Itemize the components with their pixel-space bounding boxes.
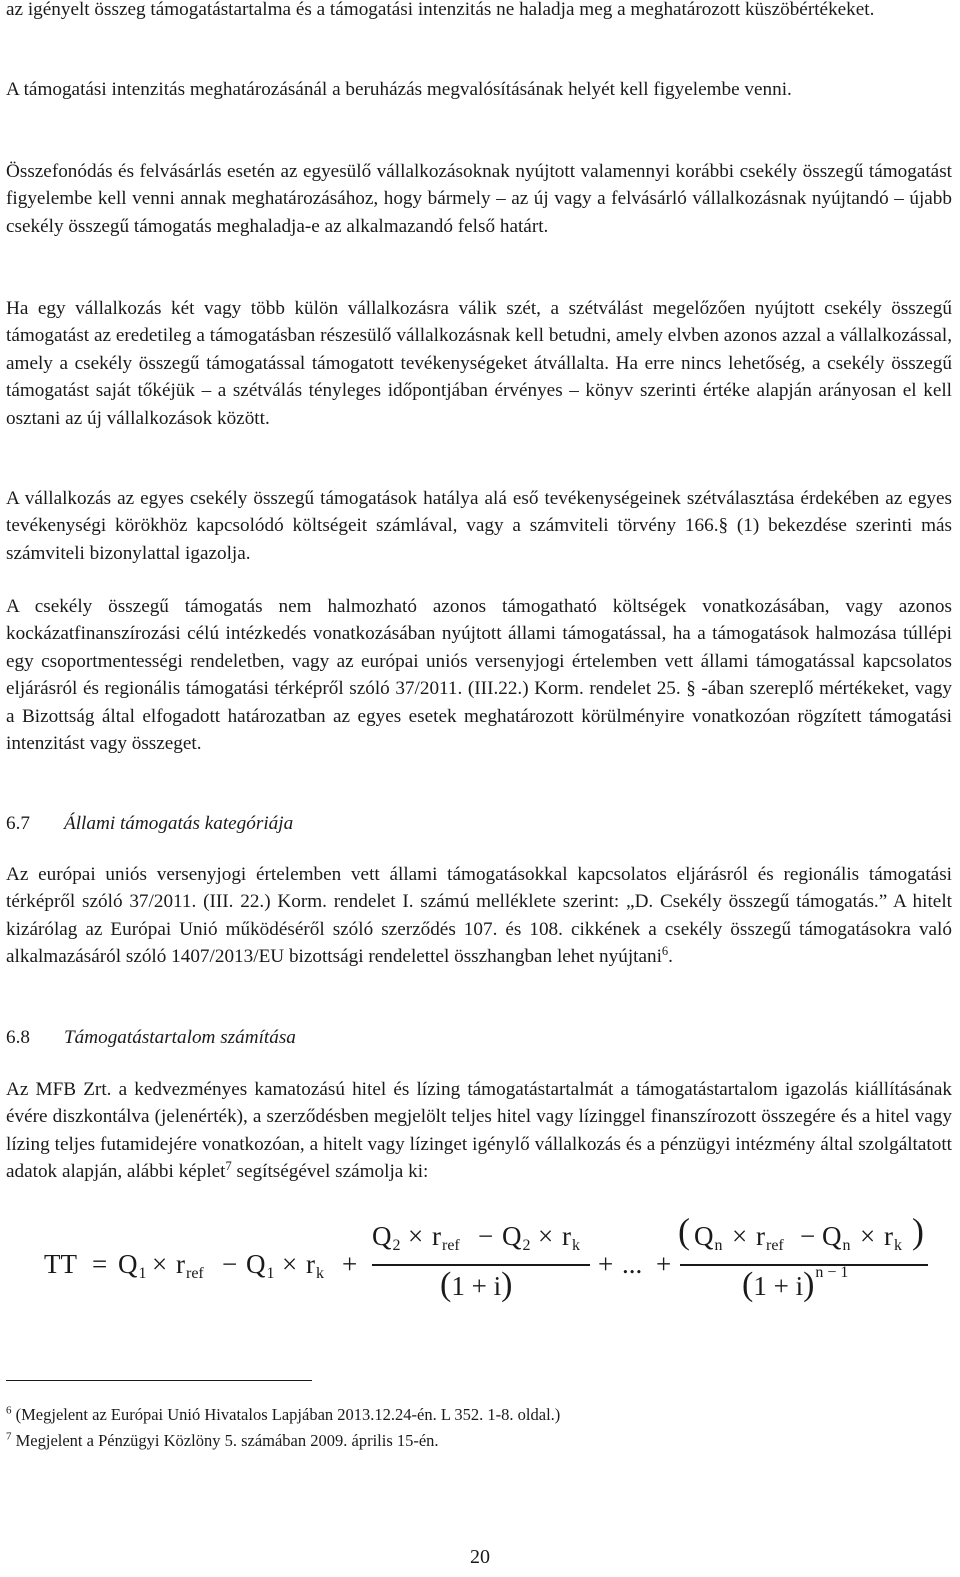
formula-term-n-numerator: Q n [694, 1221, 723, 1254]
footnote-separator [6, 1380, 312, 1381]
paragraph-split: Ha egy vállalkozás két vagy több külön vállalkozásra válik szét, a szétválást megelőzően nyújtott csekély összegű támogatást az eredetileg a támogatásban részesülő vállalkozásnak kell betudni, amely elvben azonos azzal a vállalkozással, amely a csekély összegű támogatással támogatott tevékenységeket átvállalta. Ha erre nincs lehetőség, a csekély összegű támogatást saját tőkéjük – a szétválás tényleges időpontjában érvényes – könyv szerinti értéke alapján arányosan el kell osztani az új vállalkozások között. [6, 298, 952, 429]
formula-equals: = [92, 1249, 108, 1279]
page-number: 20 [470, 1546, 490, 1568]
formula-term-1: Q 1 [118, 1249, 147, 1282]
footnote-ref-7: 7 [225, 1159, 232, 1174]
paragraph-merger: Összefonódás és felvásárlás esetén az egyesülő vállalkozásoknak nyújtott valamennyi korábbi csekély összegű támogatást figyelembe kell venni annak meghatározásához, hogy bármely – az új vagy a felvásárló vállalkozásnak nyújtandó – újabb csekély összegű támogatás meghaladja-e az alkalmazandó felső határt. [6, 161, 952, 237]
footnote-text: Megjelent a Pénzügyi Közlöny 5. számában 2009. április 15-én. [11, 1431, 439, 1450]
paragraph-calculation [6, 1076, 952, 1186]
paragraph-category-text: Az európai uniós versenyjogi értelemben vett állami támogatásokkal kapcsolatos eljárásról és regionális támogatási térképről szóló 37/2011. (III. 22.) Korm. rendelet I. számú melléklete szerint: „D. Csekély összegű támogatás.” A hitelt kizárólag az Európai Unió működéséről szóló szerződés 107. és 108. cikkének a csekély összegű támogatásokra való alkalmazásáról szóló 1407/2013/EU bizottsági rendelettel összhangban lehet nyújtani [6, 864, 952, 968]
paragraph-separation: A vállalkozás az egyes csekély összegű támogatások hatálya alá eső tevékenységeinek szétválasztása érdekében az egyes tevékenységi körökhöz kapcsolódó költségeit számlával, vagy a számviteli törvény 166.§ (1) bekezdése szerinti más számviteli bizonylattal igazolja. [6, 488, 952, 564]
paragraph-cumulation: A csekély összegű támogatás nem halmozható azonos támogatható költségek vonatkozásában, vagy azonos kockázatfinanszírozási célú intézkedés vonatkozásában nyújtott állami támogatással, ha a támogatások halmozása túllépi egy csoportmentességi rendeletben, vagy az európai uniós versenyjogi értelemben vett állami támogatással kapcsolatos eljárásról és regionális támogatási térképről szóló 37/2011. (III.22.) Korm. rendelet 25. § -ában szereplő mértékeket, vagy a Bizottság által elfogadott határozatban az egyes esetek meghatározott körülményire vonatkozóan rögzített támogatási intenzitást vagy összeget. [6, 596, 952, 755]
section-number: 6.7 [6, 813, 30, 834]
section-title: Támogatástartalom számítása [64, 1027, 296, 1048]
section-title: Állami támogatás kategóriája [64, 813, 294, 834]
paragraph-calculation-end: segítségével számolja ki: [231, 1161, 429, 1183]
formula-term-n-denominator: (1 + i) n − 1 [742, 1264, 849, 1303]
formula-tt: TT [44, 1249, 77, 1279]
paragraph-calculation-text: Az MFB Zrt. a kedvezményes kamatozású hitel és lízing támogatástartalmát a támogatástartalom igazolás kiállításának évére diszkontálva (jelenérték), a szerződésben megjelölt teljes hitel vagy lízinggel finanszírozott összegére és a hitel vagy lízing teljes futamidejére vonatkozóan, a hitelt vagy lízinget igénylő vállalkozás és a pénzügyi intézmény által szolgáltatott adatok alapján, alábbi képlet [6, 1079, 952, 1183]
footnote-mark: 6 [6, 1404, 12, 1417]
section-heading-6-7 [6, 810, 293, 837]
subsidy-formula: TT = Q 1 × r ref − Q 1 × r k + Q 2 × r ref − Q 2 × r k (1 + i) + ... + ( Q n × r ref − Q n × r k ) (1 + i) n − 1 [0, 1218, 960, 1318]
footnote-text: (Megjelent az Európai Unió Hivatalos Lapjában 2013.12.24-én. L 352. 1-8. oldal.) [11, 1405, 561, 1424]
formula-term-2-numerator: Q 2 [372, 1221, 401, 1254]
paragraph-category-end: . [668, 946, 673, 968]
footnote-mark: 7 [6, 1430, 12, 1443]
paragraph-location: A támogatási intenzitás meghatározásánál a beruházás megvalósításának helyét kell figyelembe venni. [6, 79, 792, 100]
paragraph-threshold: az igényelt összeg támogatástartalma és a támogatási intenzitás ne haladja meg a meghatározott küszöbértékeket. [6, 0, 875, 20]
fraction-bar-2 [372, 1264, 590, 1266]
section-number: 6.8 [6, 1027, 30, 1048]
footnote-7 [6, 1430, 439, 1452]
footnote-ref-6: 6 [661, 944, 669, 959]
formula-term-2-denominator: (1 + i) [440, 1266, 513, 1303]
section-heading-6-8 [6, 1024, 296, 1051]
paragraph-category [6, 861, 952, 971]
footnote-6 [6, 1404, 560, 1426]
